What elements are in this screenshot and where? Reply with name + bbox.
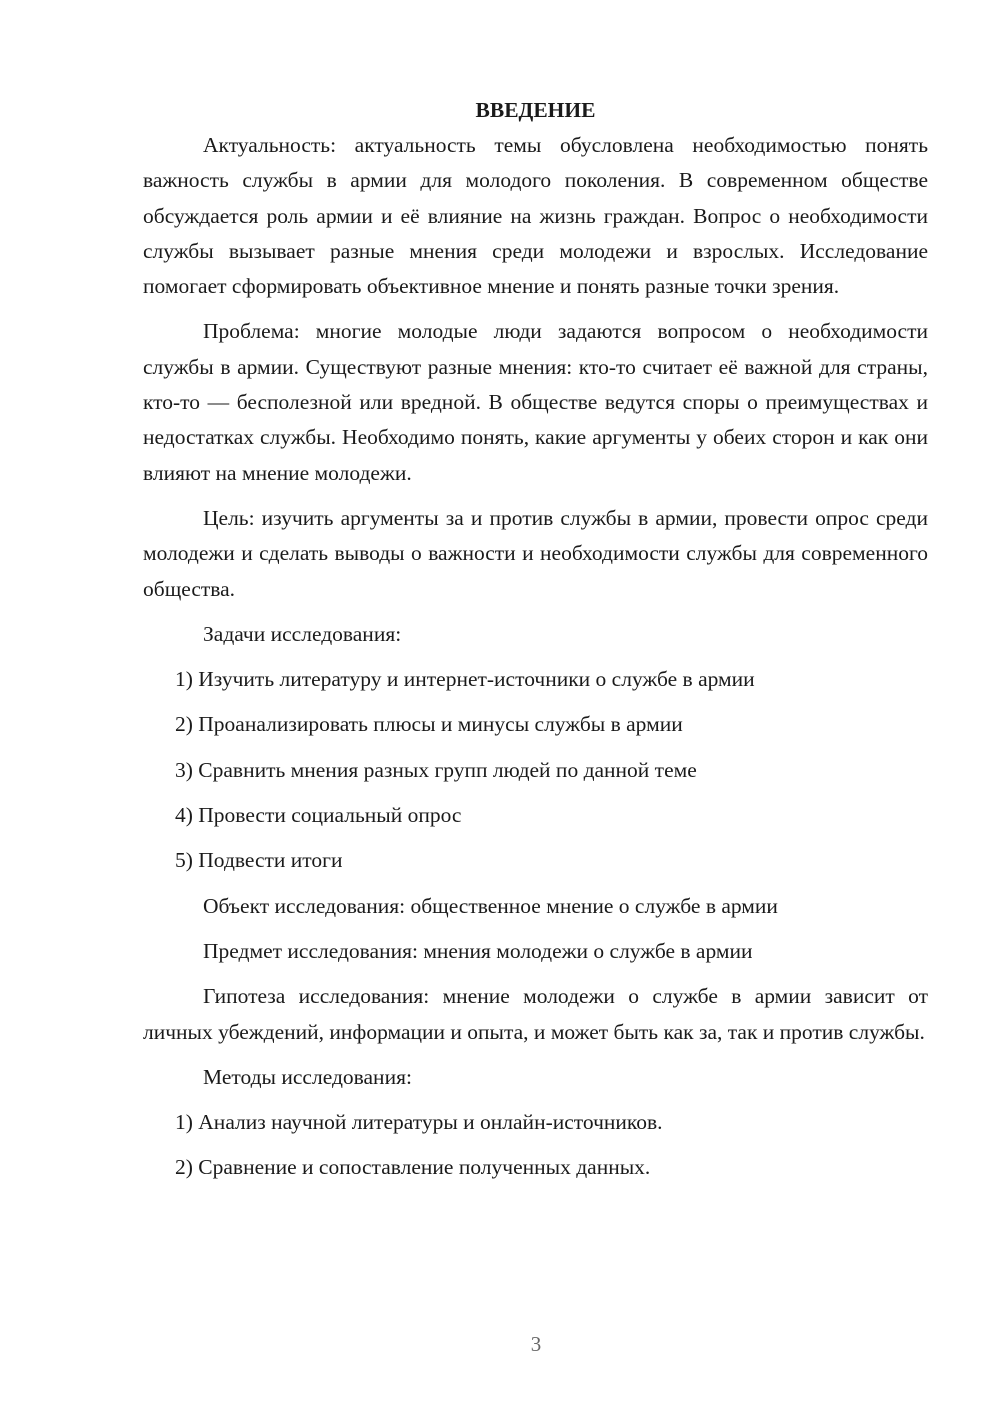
document-page [143,93,928,1196]
task-item-4: 4) Провести социальный опрос [175,803,462,828]
problem-paragraph: Проблема: многие молодые люди задаются вопросом о необходимости службы в армии. Существуют разные мнения: кто-то считает её важной для страны, кто-то — бесполезной или вредной. В обществе ведутся споры о преимуществах и недостатках службы. Необходимо понять, какие аргументы у обеих сторон и как они влияют на мнение молодежи. [143,319,928,485]
method-item-2: 2) Сравнение и сопоставление полученных данных. [175,1155,651,1180]
methods-heading: Методы исследования: [203,1064,412,1089]
task-item-5: 5) Подвести итоги [175,848,343,873]
method-item-1: 1) Анализ научной литературы и онлайн-источников. [175,1110,663,1135]
tasks-heading: Задачи исследования: [203,621,402,646]
subject-line: Предмет исследования: мнения молодежи о службе в армии [203,938,753,963]
relevance-paragraph: Актуальность: актуальность темы обусловлена необходимостью понять важность службы в армии для молодого поколения. В современном обществе обсуждается роль армии и её влияние на жизнь граждан. Вопрос о необходимости службы вызывает разные мнения среди молодежи и взрослых. Исследование помогает сформировать объективное мнение и понять разные точки зрения. [143,133,928,299]
page-number: 3 [530,1332,542,1356]
hypothesis-paragraph: Гипотеза исследования: мнение молодежи о службе в армии зависит от личных убеждений, информации и опыта, и может быть как за, так и против службы. [143,984,928,1044]
goal-paragraph: Цель: изучить аргументы за и против службы в армии, провести опрос среди молодежи и сделать выводы о важности и необходимости службы для современного общества. [143,505,928,601]
task-item-1: 1) Изучить литературу и интернет-источники о службе в армии [175,667,755,692]
object-line: Объект исследования: общественное мнение о службе в армии [203,893,778,918]
task-item-3: 3) Сравнить мнения разных групп людей по данной теме [175,757,697,782]
task-item-2: 2) Проанализировать плюсы и минусы службы в армии [175,712,683,737]
section-title: ВВЕДЕНИЕ [475,98,596,122]
